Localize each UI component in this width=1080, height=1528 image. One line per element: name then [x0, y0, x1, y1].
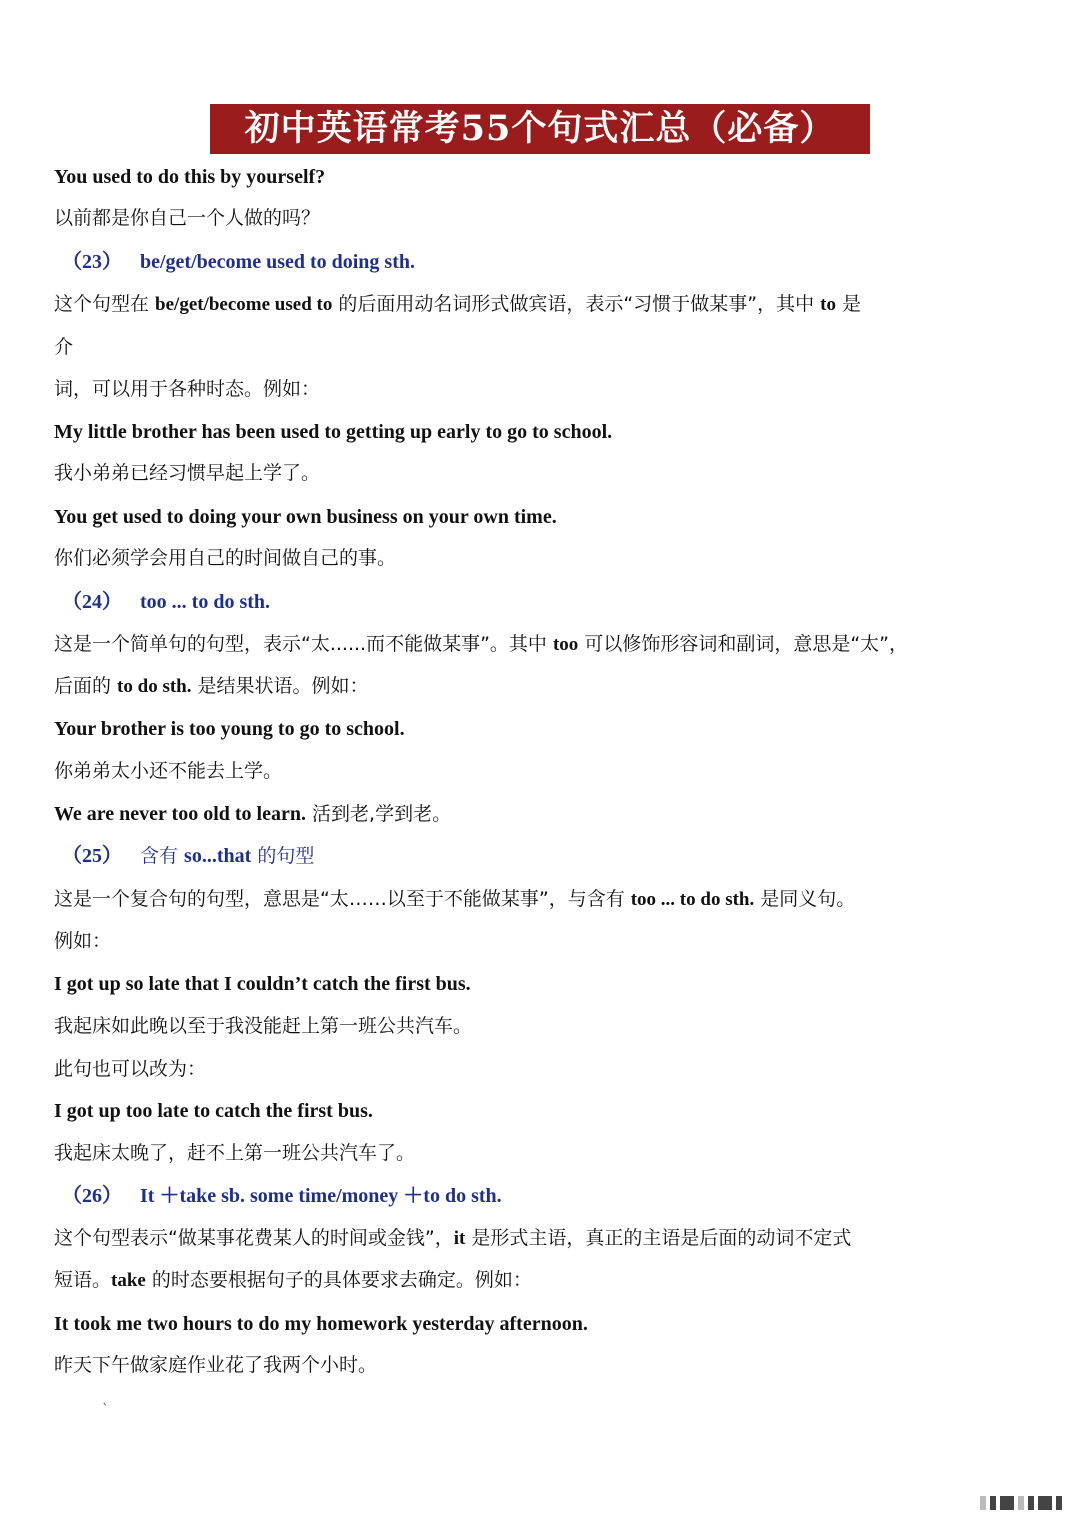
translation: 你们必须学会用自己的时间做自己的事。 [54, 547, 397, 569]
text: 这是一个复合句的句型，意思是“太……以至于不能做某事”，与含有 [54, 888, 631, 910]
section-number: （25） [62, 845, 122, 867]
example-sentence: It took me two hours to do my homework yesterday afternoon. [54, 1313, 588, 1335]
explanation: 此句也可以改为： [54, 1058, 207, 1080]
pattern-term: to do sth. [117, 676, 192, 697]
english-text: We are never too old to learn. [54, 803, 306, 825]
text: 可以修饰形容词和副词，意思是“太”， [578, 633, 909, 655]
page-edge-artifact [980, 1492, 1062, 1510]
text: 的句型 [251, 845, 315, 867]
text: 是同义句。 [754, 888, 856, 910]
pattern-term: be/get/become used to [155, 294, 333, 315]
text: 的时态要根据句子的具体要求去确定。例如： [145, 1269, 532, 1291]
section-heading-24 [62, 588, 1002, 616]
explanation [54, 1266, 994, 1295]
explanation: 词，可以用于各种时态。例如： [54, 378, 321, 400]
section-number: （26） [62, 1185, 122, 1207]
translation: 我起床如此晚以至于我没能赶上第一班公共汽车。 [54, 1015, 473, 1037]
chinese-text: 活到老,学到老。 [306, 803, 452, 825]
text: 是结果状语。例如： [191, 675, 369, 697]
example-sentence: I got up too late to catch the first bus. [54, 1100, 373, 1122]
artifact-bar [980, 1496, 986, 1510]
explanation: 介 [54, 336, 74, 358]
section-number: （23） [62, 251, 122, 273]
pattern-term: it [453, 1228, 466, 1249]
pattern-term: to [820, 294, 836, 315]
explanation [54, 630, 994, 659]
section-heading-26 [62, 1182, 1002, 1210]
text: 含有 [140, 845, 185, 867]
example-sentence: You get used to doing your own business on your own time. [54, 506, 557, 528]
example-sentence [54, 800, 994, 828]
pattern-term: too ... to do sth. [630, 889, 755, 910]
translation: 昨天下午做家庭作业花了我两个小时。 [54, 1354, 378, 1376]
artifact-bar [1018, 1496, 1024, 1510]
explanation: 例如： [54, 930, 112, 952]
explanation [54, 290, 994, 319]
text: 这是一个简单句的句型，表示“太......而不能做某事”。其中 [54, 633, 553, 655]
section-pattern: too ... to do sth. [140, 591, 271, 613]
text: 这个句型在 [54, 293, 156, 315]
text: 后面的 [54, 675, 118, 697]
artifact-bar [990, 1496, 996, 1510]
translation: 我小弟弟已经习惯早起上学了。 [54, 462, 321, 484]
page-title: 初中英语常考55个句式汇总（必备） [210, 104, 870, 154]
artifact-bar [1000, 1496, 1014, 1510]
section-heading-23 [62, 248, 1002, 276]
section-pattern: so...that [184, 845, 252, 867]
artifact-bar [1056, 1496, 1062, 1510]
translation: 以前都是你自己一个人做的吗？ [54, 207, 321, 229]
pattern-term: take [111, 1270, 146, 1291]
text: 是 [835, 293, 862, 315]
translation: 我起床太晚了，赶不上第一班公共汽车了。 [54, 1142, 416, 1164]
section-number: （24） [62, 591, 122, 613]
example-sentence: You used to do this by yourself? [54, 166, 326, 188]
translation: 你弟弟太小还不能去上学。 [54, 760, 283, 782]
explanation [54, 672, 994, 701]
artifact-bar [1028, 1496, 1034, 1510]
section-pattern: be/get/become used to doing sth. [140, 251, 415, 273]
example-sentence: My little brother has been used to getting up early to go to school. [54, 421, 613, 443]
pattern-term: too [552, 634, 579, 655]
example-sentence: I got up so late that I couldn’t catch the first bus. [54, 973, 471, 995]
example-sentence: Your brother is too young to go to school. [54, 718, 405, 740]
explanation [54, 885, 994, 914]
text: 这个句型表示“做某事花费某人的时间或金钱”， [54, 1227, 454, 1249]
artifact-bar [1038, 1496, 1052, 1510]
text: 的后面用动名词形式做宾语，表示“习惯于做某事”，其中 [332, 293, 821, 315]
explanation [54, 1224, 994, 1253]
text: 短语。 [54, 1269, 112, 1291]
section-pattern: It ＋take sb. some time/money ＋to do sth. [140, 1185, 502, 1207]
section-heading-25 [62, 842, 1002, 870]
stray-mark: ` [102, 1402, 109, 1418]
text: 是形式主语，真正的主语是后面的动词不定式 [465, 1227, 852, 1249]
